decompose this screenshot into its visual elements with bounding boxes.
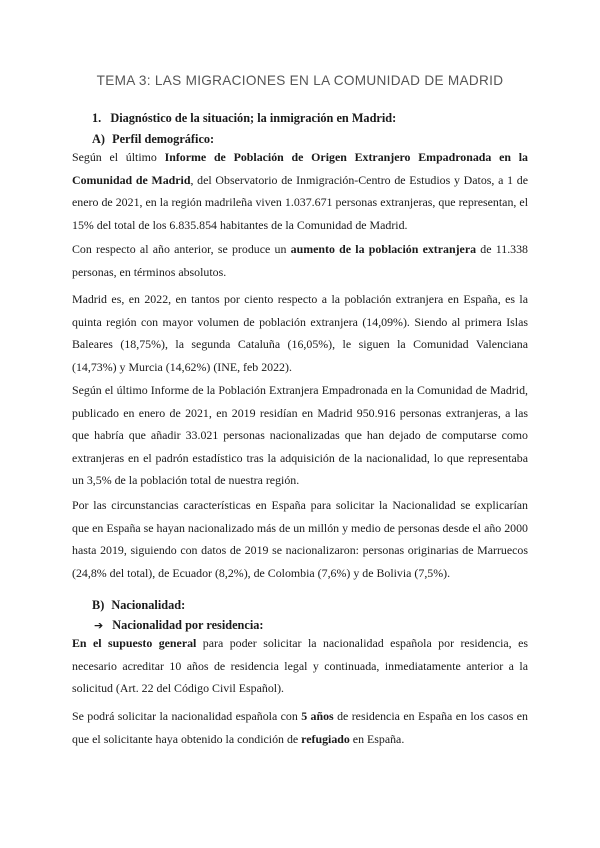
paragraph-2-text-c: de 11.338 personas, en términos absolutos. (72, 242, 529, 279)
section-a-heading (92, 131, 214, 147)
paragraph-7-text-a: Se podrá solicitar la nacionalidad española con (72, 709, 302, 723)
paragraph-6-text-b: para poder solicitar la nacionalidad española por residencia, es necesario acreditar 10 años de residencia legal y continuada, inmediatamente anterior a la solicitud (Art. 22 del Código Civil Español). (72, 636, 528, 695)
paragraph-7-bold-refugee: refugiado (301, 731, 350, 746)
paragraph-7-text-c: de residencia en España en los casos en que el solicitante haya obtenido la condición de (72, 709, 528, 746)
paragraph-1-text-c: , del Observatorio de Inmigración-Centro de Estudios y Datos, a 1 de enero de 2021, en la región madrileña viven 1.037.671 personas extranjeras, que representan, el 15% del total de los 6.835.854 habitantes de la Comunidad de Madrid. (72, 172, 528, 232)
subsection-text: Nacionalidad por residencia: (112, 618, 264, 632)
paragraph-3: Madrid es, en 2022, en tantos por ciento respecto a la población extranjera en España, es la quinta región con mayor volumen de población extranjera (14,09%). Siendo al primera Islas Baleares (18,75%), la segunda Cataluña (16,05%), le siguen la Comunidad Valenciana (14,73%) y Murcia (14,62%) (INE, feb 2022). (72, 292, 528, 374)
section-a-number: A) (92, 132, 105, 146)
paragraph-2 (72, 238, 528, 283)
section-1-number: 1. (92, 111, 102, 125)
paragraph-6-bold: En el supuesto general (72, 636, 197, 650)
paragraph-7-bold-years: 5 años (301, 709, 334, 723)
section-b-heading (92, 597, 185, 613)
paragraph-1-bold: Informe de Población de Origen Extranjero Empadronada en la Comunidad de Madrid (72, 150, 528, 187)
paragraph-2-bold: aumento de la población extranjera (290, 242, 477, 256)
paragraph-6 (72, 632, 528, 700)
paragraph-4: Según el último Informe de la Población Extranjera Empadronada en la Comunidad de Madrid, publicado en enero de 2021, en 2019 residían en Madrid 950.916 personas extranjeras, a las que habría que añadir 33.021 personas nacionalizadas que han dejado de computarse como extranjeras en el padrón estadístico tras la adquisición de la nacionalidad, lo que representaba un 3,5% de la población total de nuestra región. (72, 383, 528, 487)
paragraph-1 (72, 146, 528, 236)
paragraph-2-text-a: Con respecto al año anterior, se produce un (72, 242, 291, 256)
section-b-number: B) (92, 598, 105, 612)
arrow-icon: ➔ (94, 619, 104, 632)
paragraph-1-text-a: Según el último (72, 150, 165, 164)
section-b-text: Nacionalidad: (111, 598, 186, 612)
section-1-text: Diagnóstico de la situación; la inmigración en Madrid: (110, 111, 397, 125)
section-1-heading (92, 110, 396, 126)
paragraph-7-text-e: en España. (349, 731, 405, 746)
document-title: TEMA 3: LAS MIGRACIONES EN LA COMUNIDAD DE MADRID (96, 73, 504, 88)
section-a-text: Perfil demográfico: (112, 132, 215, 146)
paragraph-5: Por las circunstancias características en España para solicitar la Nacionalidad se explicarían que en España se hayan nacionalizado más de un millón y medio de personas desde el año 2000 hasta 2019, siguiendo con datos de 2019 se nacionalizaron: personas originarias de Marruecos (24,8% del total), de Ecuador (8,2%), de Colombia (7,6%) y de Bolivia (7,5%). (72, 498, 529, 580)
paragraph-7 (72, 705, 528, 750)
